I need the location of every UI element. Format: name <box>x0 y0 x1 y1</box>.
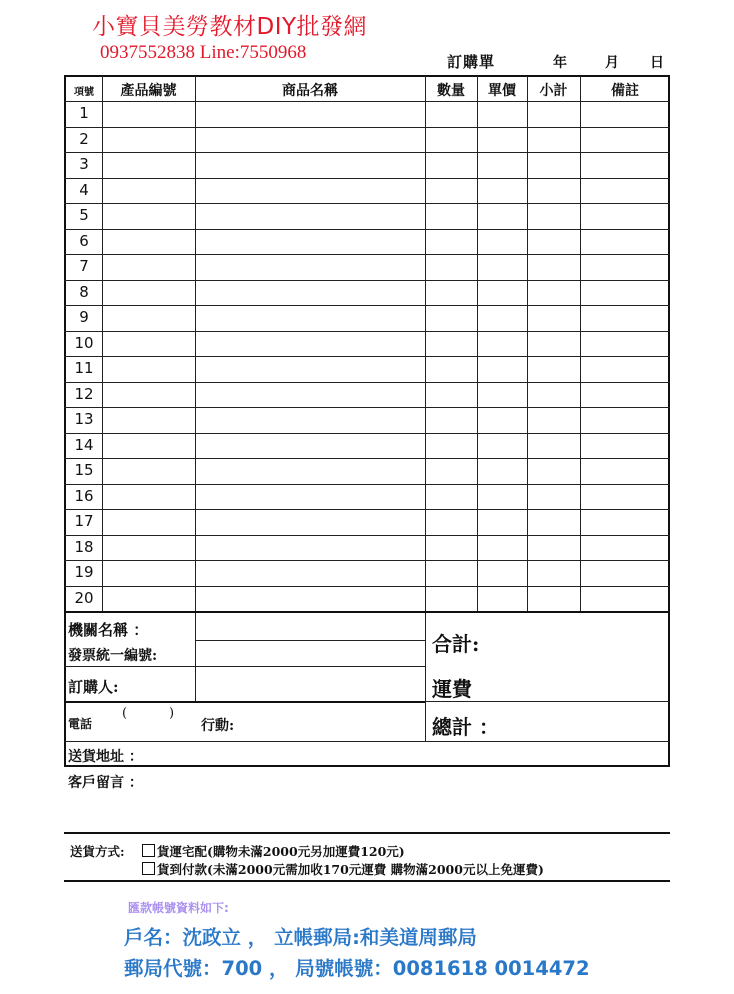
col-header-quantity: 數量 <box>437 83 465 99</box>
row-line <box>64 586 670 587</box>
row-line <box>64 305 670 306</box>
buyer-label: 訂購人: <box>68 678 119 696</box>
row-line <box>64 535 670 536</box>
shipping-method-label: 送貨方式: <box>70 844 125 859</box>
delivery-option-text: 貨運宅配(購物未滿2000元另加運費120元) <box>157 844 405 859</box>
table-bottom-line <box>64 611 670 613</box>
total-label: 總計 ： <box>432 715 499 739</box>
row-line <box>64 331 670 332</box>
row-line <box>64 433 670 434</box>
footer-line-e <box>64 741 670 742</box>
row-number: 17 <box>74 512 94 530</box>
row-line <box>64 152 670 153</box>
col-header-product-code: 產品編號 <box>120 83 177 99</box>
row-number: 5 <box>79 206 89 224</box>
row-number: 4 <box>79 180 89 199</box>
row-number: 12 <box>74 384 94 403</box>
col-header-unit-price: 單價 <box>488 83 516 99</box>
address-label: 送貨地址 ： <box>68 749 143 765</box>
col-header-item: 項號 <box>74 87 94 98</box>
row-number: 19 <box>74 563 94 581</box>
phone-paren-close: ) <box>169 706 175 721</box>
shipping-top-rule <box>64 832 670 834</box>
row-line <box>64 356 670 357</box>
col-header-remarks: 備註 <box>611 83 639 99</box>
org-name-label: 機關名稱 ： <box>68 621 149 639</box>
row-number: 10 <box>74 333 94 352</box>
row-number: 7 <box>79 257 89 275</box>
form-title: 訂購單 <box>447 53 496 71</box>
remittance-account-number: 郵局代號：700 ， 局號帳號：0081618 0014472 <box>124 957 590 980</box>
row-line <box>64 229 670 230</box>
date-day-label: 日 <box>650 55 664 71</box>
row-line <box>64 382 670 383</box>
row-number: 1 <box>79 104 89 122</box>
row-line <box>64 407 670 408</box>
row-line <box>64 178 670 179</box>
date-month-label: 月 <box>605 55 619 71</box>
shipping-option-delivery <box>142 842 405 860</box>
remittance-account-name: 戶名：沈政立 ， 立帳郵局:和美道周郵局 <box>124 926 477 949</box>
row-line <box>64 560 670 561</box>
row-number: 6 <box>79 231 89 250</box>
row-number: 18 <box>74 537 94 556</box>
footer-line-a <box>195 640 425 641</box>
date-year-label: 年 <box>553 55 567 71</box>
row-line <box>64 127 670 128</box>
row-line <box>64 254 670 255</box>
col-line-4 <box>477 76 478 612</box>
row-number: 9 <box>79 308 89 326</box>
row-line <box>64 458 670 459</box>
col-line-2 <box>195 76 196 701</box>
phone-paren-open: ( <box>122 706 128 721</box>
col-header-product-name: 商品名稱 <box>282 83 338 99</box>
phone-label: 電話 <box>68 717 93 731</box>
remittance-title: 匯款帳號資料如下: <box>128 901 229 915</box>
row-number: 2 <box>79 129 89 148</box>
row-number: 11 <box>74 359 94 377</box>
col-line-5 <box>527 76 528 612</box>
cod-option-text: 貨到付款(未滿2000元需加收170元運費 購物滿2000元以上免運費) <box>157 862 544 877</box>
row-number: 14 <box>74 435 94 454</box>
footer-line-b <box>64 666 425 667</box>
tax-id-label: 發票統一編號: <box>68 648 158 664</box>
row-number: 16 <box>74 486 94 505</box>
row-number: 8 <box>79 282 89 301</box>
col-line-6 <box>580 76 581 612</box>
shop-name: 小寶貝美勞教材DIY批發網 <box>92 14 368 40</box>
col-line-1 <box>102 76 103 612</box>
shipping-bottom-rule <box>64 880 670 882</box>
col-line-3 <box>425 76 426 742</box>
col-header-subtotal: 小計 <box>539 83 568 99</box>
row-line <box>64 203 670 204</box>
subtotal-label: 合計: <box>432 632 480 656</box>
row-number: 15 <box>74 461 94 479</box>
row-line <box>64 280 670 281</box>
row-number: 20 <box>74 588 94 607</box>
customer-message-label: 客戶留言 ： <box>68 775 143 791</box>
row-line <box>64 509 670 510</box>
shipping-fee-label: 運費 <box>432 677 472 701</box>
row-number: 3 <box>79 155 89 173</box>
row-number: 13 <box>74 410 94 428</box>
row-line <box>64 101 670 102</box>
shipping-option-cod <box>142 860 544 878</box>
shop-contact: 0937552838 Line:7550968 <box>100 42 307 63</box>
row-line <box>64 484 670 485</box>
cod-checkbox[interactable] <box>142 862 155 875</box>
mobile-label: 行動: <box>201 718 235 734</box>
delivery-checkbox[interactable] <box>142 844 155 857</box>
footer-line-d <box>64 701 425 703</box>
